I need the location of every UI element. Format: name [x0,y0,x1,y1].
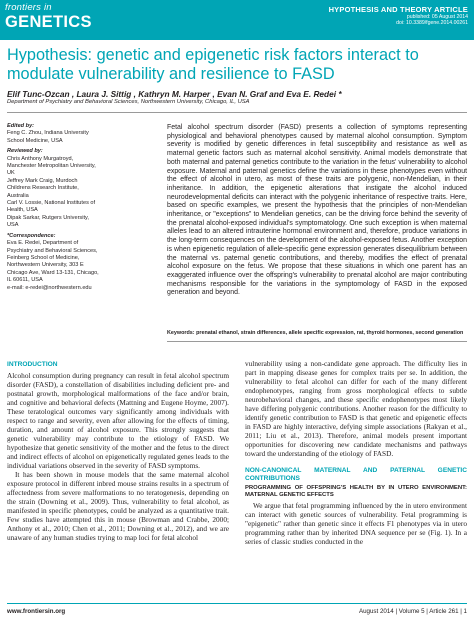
keywords-label: Keywords: [167,330,195,336]
editor-line: Feng C. Zhou, Indiana University [7,130,89,137]
body-paragraph: vulnerability using a non-candidate gene approach. The difficulty lies in part in mapping disease genes for complex traits per se. In addition, the vulnerability to fetal alcohol can differ for each of the many different endophenotypes, ranging from gross morphological effects to subtle neurobehavioral changes, and these specific endophenotypes most likely have differing polygenic contributions. Another reason for the difficulty to identify genetic contribution to FASD is that genetic and epigenetic effects in FASD are highly interactive, defying simple associations (Rakyan et al., 2011; Liu et al., 2013). Therefore, animal models present important opportunities for discovering new candidate mechanisms and pathways toward the understanding of the etiology of FASD. [245,359,467,459]
correspondence-line: Chicago Ave, Ward 13-131, Chicago, [7,269,99,276]
divider [7,112,467,113]
body-paragraph: It has been shown in mouse models that the same maternal alcohol exposure protocol in different inbred mouse strains results in a spectrum of affectedness from severe malformations to no teratogenesis, depending on the strain (Downing et al., 2009). Thus, vulnerability to fetal alcohol, as manifested in specific phenotypes, could be analyzed as a quantitative trait. Few studies have attempted this in mouse (Browman and Crabbe, 2000; Anthony et al., 2010; Chen et al., 2011; Downing et al., 2012), and we are unaware of any human studies trying to map loci for fetal alcohol [7,470,229,543]
abstract: Fetal alcohol spectrum disorder (FASD) presents a collection of symptoms representing physiological and behavioral phenotypes caused by maternal alcohol consumption. Symptom severity is modified by genetic differences in fetal susceptibility and resistance as well as maternal genetic factors such as maternal alcohol sensitivity. Animal models demonstrate that both maternal and paternal genetics contribute to the variation in the fetus' vulnerability to alcohol exposure. Maternal and paternal genetics define the variations in these phenotypes even without the effect of alcohol in utero, as most of these traits are polygenic, non-Mendelian, in their inheritance. In addition, the epigenetic alterations that instigate the alcohol induced neurodevelopmental deficits can interact with the polygenic inheritance of respective traits. Here, based on specific examples, we present the hypothesis that the principles of non-Mendelian inheritance, or "exceptions" to Mendelian genetics, can be the driving force behind the severity of the prenatal alcohol-exposed individual's symptomatology. One such exception is when maternal alleles lead to an altered intrauterine hormonal environment and, therefore, produce variations in the long-term consequences on the development of the alcohol-exposed fetus. Another exception is when epigenetic regulation of allele-specific gene expression generates disequilibrium between the maternal vs. paternal genetic contributions, and thereby, modifies the effect of prenatal alcohol exposure on the fetus. We propose that these situations in which one parent has an exaggerated influence over the offspring's vulnerability to prenatal alcohol are major contributing mechanisms responsible for the variations in the symptomology of FASD in the exposed generation and beyond. [167,124,467,297]
journal-header-band [0,0,474,40]
section-heading-introduction: INTRODUCTION [7,361,58,368]
reviewer-line: Health, USA [7,207,38,214]
journal-logo-line1: frontiers in [5,2,52,13]
correspondence-line: Feinberg School of Medicine, [7,254,80,261]
paper-title: Hypothesis: genetic and epigenetic risk factors interact to modulate vulnerability and resilience to FASD [7,46,419,83]
correspondence-label: *Correspondence: [7,232,56,239]
reviewer-line: Chris Anthony Murgatroyd, [7,155,74,162]
article-type: HYPOTHESIS AND THEORY ARTICLE [328,5,468,14]
reviewer-line: Manchester Metropolitan University, [7,163,96,170]
footer-citation: August 2014 | Volume 5 | Article 261 | 1 [358,608,467,615]
reviewer-line: Dipak Sarkar, Rutgers University, [7,214,89,221]
reviewer-line: UK [7,170,15,177]
editor-sidebar [7,123,152,292]
correspondence-email[interactable]: e-mail: e-redei@northwestern.edu [7,284,92,291]
body-column-left [7,361,229,542]
divider [167,341,467,342]
footer-url[interactable]: www.frontiersin.org [7,608,66,615]
body-paragraph: We argue that fetal programming influenced by the in utero environment can interact with genetic sources of vulnerability. Fetal programming is "epigenetic" rather than genetic since it effects F1 phenotypes via in utero programming rather than by inherited DNA sequence per se (Fig. 1). In a series of classic studies conducted in the [245,500,467,546]
subsection-heading: PROGRAMMING OF OFFSPRING'S HEALTH BY IN UTERO ENVIRONMENT: MATERNAL GENETIC EFFECTS [245,484,467,499]
reviewer-line: Childrens Research Institute, [7,185,79,192]
article-meta [329,5,468,26]
body-paragraph: Alcohol consumption during pregnancy can result in fetal alcohol spectrum disorder (FASD), a constellation of disabilities including deficient pre- and postnatal growth, morphological malformations of the face and/or brain, and cognitive and behavioral defects (Mattning and Eugene Hoyme, 2007). These teratological outcomes vary significantly among individuals with respect to range and severity, even after allowing for the effects of timing, duration, and amount of alcohol exposure. This strongly suggests that genetic vulnerability may contribute to the etiology of FASD. We hypothesize that genetic sensitivity of the mother and the fetus to the direct and indirect effects of alcohol on epigenetically regulated genes leads to the individual variations observed in the severity of FASD symptoms. [7,370,229,470]
reviewer-line: Jeffrey Mark Craig, Murdoch [7,177,78,184]
reviewed-by-label: Reviewed by: [7,148,43,155]
editor-line: School Medicine, USA [7,137,63,144]
published-date: published: 05 August 2014 [406,14,468,20]
keywords-list: prenatal ethanol, strain differences, allele specific expression, rat, thyroid hormones, second generation [196,330,464,336]
reviewer-line: Carl V. Lossie, National Institutes of [7,200,96,207]
journal-logo[interactable] [5,3,92,30]
author-list: Elif Tunc-Ozcan , Laura J. Sittig , Kathryn M. Harper , Evan N. Graf and Eva E. Redei * [7,89,342,99]
reviewer-line: Australia [7,192,29,199]
section-heading: NON-CANONICAL MATERNAL AND PATERNAL GENETIC CONTRIBUTIONS [245,466,467,483]
correspondence-line: IL 60611, USA [7,277,43,284]
journal-logo-line2: GENETICS [5,12,92,31]
affiliation: Department of Psychiatry and Behavioral Sciences, Northwestern University, Chicago, IL, USA [7,99,250,105]
correspondence-line: Psychiatry and Behavioral Sciences, [7,247,98,254]
edited-by-label: Edited by: [7,123,35,129]
footer-divider [7,603,467,604]
body-column-right [245,359,467,546]
reviewer-line: USA [7,222,19,229]
correspondence-line: Northwestern University, 303 E [7,262,84,269]
doi[interactable]: doi: 10.3389/fgene.2014.00261 [396,20,468,27]
keywords [167,330,467,337]
correspondence-line: Eva E. Redei, Department of [7,240,79,247]
